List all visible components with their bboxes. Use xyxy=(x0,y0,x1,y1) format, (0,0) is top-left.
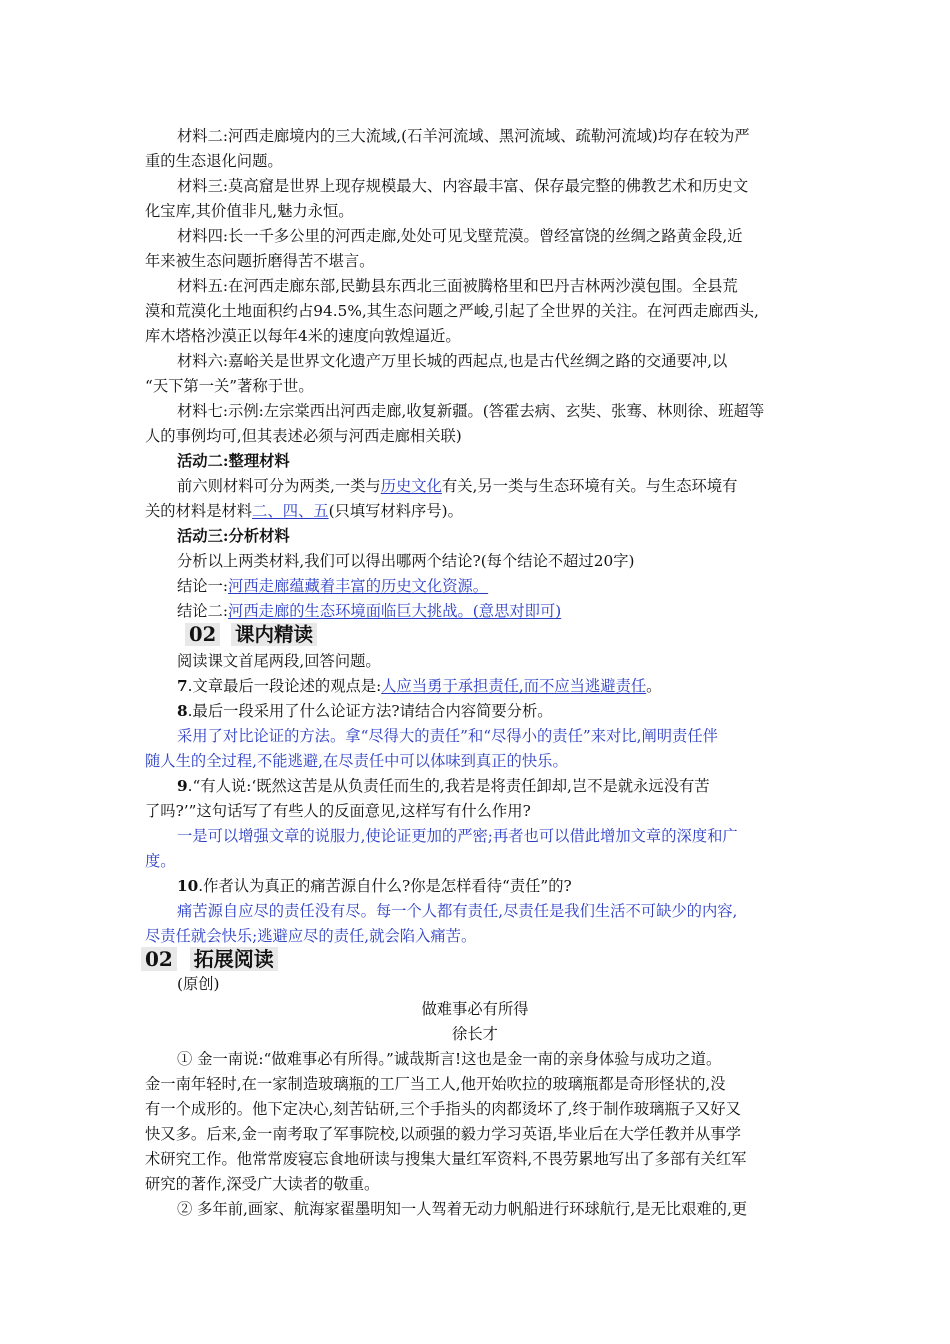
activity-2-answer-1: 历史文化 xyxy=(380,477,442,495)
question-10-number: 10 xyxy=(177,877,199,895)
paragraph-1-line-1: ① 金一南说:“做难事必有所得。”诚哉斯言!这也是金一南的亲身体验与成功之道。 xyxy=(177,1050,722,1068)
conclusion-1 xyxy=(177,575,488,597)
question-8-answer-line-2: 随人生的全过程,不能逃避,在尽责任中可以体味到真正的快乐。 xyxy=(145,752,568,770)
question-7-end: 。 xyxy=(646,677,662,695)
conclusion-2-answer: 河西走廊的生态环境面临巨大挑战。(意思对即可) xyxy=(228,602,562,620)
activity-2-text-c: 关的材料是材料 xyxy=(145,502,253,520)
activity-2-text-b: 有关,另一类与生态环境有关。与生态环境有 xyxy=(441,477,738,495)
material-7-line-1: 材料七:示例:左宗棠西出河西走廊,收复新疆。(答霍去病、玄奘、张骞、林则徐、班超等 xyxy=(177,402,765,420)
conclusion-2 xyxy=(177,600,561,622)
section-2-title: 拓展阅读 xyxy=(190,947,278,971)
activity-2-line-2 xyxy=(145,500,463,522)
material-4-line-1: 材料四:长一千多公里的河西走廊,处处可见戈壁荒漠。曾经富饶的丝绸之路黄金段,近 xyxy=(177,227,743,245)
material-3-line-1: 材料三:莫高窟是世界上现存规模最大、内容最丰富、保存最完整的佛教艺术和历史文 xyxy=(177,177,749,195)
question-9-text-1: .“有人说:‘既然这苦是从负责任而生的,我若是将责任卸却,岂不是就永远没有苦 xyxy=(187,777,710,795)
activity-2-text-d: (只填写材料序号)。 xyxy=(328,502,463,520)
article-title: 做难事必有所得 xyxy=(421,1000,529,1018)
material-2-line-2: 重的生态退化问题。 xyxy=(145,152,283,170)
question-7-number: 7 xyxy=(177,677,188,695)
question-7-answer: 人应当勇于承担责任,而不应当逃避责任 xyxy=(381,677,647,695)
paragraph-1-line-5: 术研究工作。他常常废寝忘食地研读与搜集大量红军资料,不畏劳累地写出了多部有关红军 xyxy=(145,1150,747,1168)
material-5-line-3: 库木塔格沙漠正以每年4米的速度向敦煌逼近。 xyxy=(145,327,461,345)
activity-2-title: 活动二:整理材料 xyxy=(177,452,290,470)
activity-2-line-1 xyxy=(177,475,737,497)
question-8 xyxy=(177,700,553,722)
question-10-answer-line-1: 痛苦源自应尽的责任没有尽。每一个人都有责任,尽责任是我们生活不可缺少的内容, xyxy=(177,902,738,920)
activity-2-text-a: 前六则材料可分为两类,一类与 xyxy=(177,477,381,495)
paragraph-1-line-6: 研究的著作,深受广大读者的敬重。 xyxy=(145,1175,380,1193)
question-9-number: 9 xyxy=(177,777,188,795)
conclusion-1-answer: 河西走廊蕴藏着丰富的历史文化资源。 xyxy=(228,577,489,595)
material-5-line-2: 漠和荒漠化土地面积约占94.5%,其生态问题之严峻,引起了全世界的关注。在河西走廊西头, xyxy=(145,302,759,320)
material-6-line-2: “天下第一关”著称于世。 xyxy=(145,377,314,395)
section-1-title: 课内精读 xyxy=(231,623,317,646)
section-2-number: 02 xyxy=(141,947,177,971)
question-7-text: .文章最后一段论述的观点是: xyxy=(187,677,382,695)
activity-3-title: 活动三:分析材料 xyxy=(177,527,290,545)
question-10 xyxy=(177,875,572,897)
paragraph-2-line-1: ② 多年前,画家、航海家翟墨明知一人驾着无动力帆船进行环球航行,是无比艰难的,更 xyxy=(177,1200,748,1218)
material-7-line-2: 人的事例均可,但其表述必须与河西走廊相关联) xyxy=(145,427,462,445)
question-9-line-1 xyxy=(177,775,710,797)
material-6-line-1: 材料六:嘉峪关是世界文化遗产万里长城的西起点,也是古代丝绸之路的交通要冲,以 xyxy=(177,352,728,370)
question-8-text: .最后一段采用了什么论证方法?请结合内容简要分析。 xyxy=(187,702,553,720)
material-4-line-2: 年来被生态问题折磨得苦不堪言。 xyxy=(145,252,375,270)
section-2-heading xyxy=(141,946,278,972)
material-5-line-1: 材料五:在河西走廊东部,民勤县东西北三面被腾格里和巴丹吉林两沙漠包围。全县荒 xyxy=(177,277,738,295)
question-10-text: .作者认为真正的痛苦源自什么?你是怎样看待“责任”的? xyxy=(198,877,572,895)
question-9-answer-line-2: 度。 xyxy=(145,852,176,870)
question-9-line-2: 了吗?’”这句话写了有些人的反面意见,这样写有什么作用? xyxy=(145,802,531,820)
question-10-answer-line-2: 尽责任就会快乐;逃避应尽的责任,就会陷入痛苦。 xyxy=(145,927,477,945)
section-2-note: (原创) xyxy=(177,975,220,993)
material-2-line-1: 材料二:河西走廊境内的三大流域,(石羊河流域、黑河流域、疏勒河流域)均存在较为严 xyxy=(177,127,750,145)
material-3-line-2: 化宝库,其价值非凡,魅力永恒。 xyxy=(145,202,354,220)
question-8-answer-line-1: 采用了对比论证的方法。拿“尽得大的责任”和“尽得小的责任”来对比,阐明责任伴 xyxy=(177,727,718,745)
paragraph-1-line-2: 金一南年轻时,在一家制造玻璃瓶的工厂当工人,他开始吹拉的玻璃瓶都是奇形怪状的,没 xyxy=(145,1075,726,1093)
section-1-number: 02 xyxy=(185,623,220,646)
question-7 xyxy=(177,675,661,697)
paragraph-1-line-4: 快又多。后来,金一南考取了军事院校,以顽强的毅力学习英语,毕业后在大学任教并从事学 xyxy=(145,1125,741,1143)
conclusion-2-label: 结论二: xyxy=(177,602,229,620)
paragraph-1-line-3: 有一个成形的。他下定决心,刻苦钻研,三个手指头的肉都烫坏了,终于制作玻璃瓶子又好又 xyxy=(145,1100,741,1118)
question-9-answer-line-1: 一是可以增强文章的说服力,使论证更加的严密;再者也可以借此增加文章的深度和广 xyxy=(177,827,738,845)
section-1-intro: 阅读课文首尾两段,回答问题。 xyxy=(177,652,381,670)
section-1-heading xyxy=(185,622,317,648)
conclusion-1-label: 结论一: xyxy=(177,577,229,595)
activity-2-answer-2: 二、四、五 xyxy=(252,502,329,520)
activity-3-question: 分析以上两类材料,我们可以得出哪两个结论?(每个结论不超过20字) xyxy=(177,552,635,570)
question-8-number: 8 xyxy=(177,702,188,720)
article-author: 徐长才 xyxy=(452,1025,498,1043)
